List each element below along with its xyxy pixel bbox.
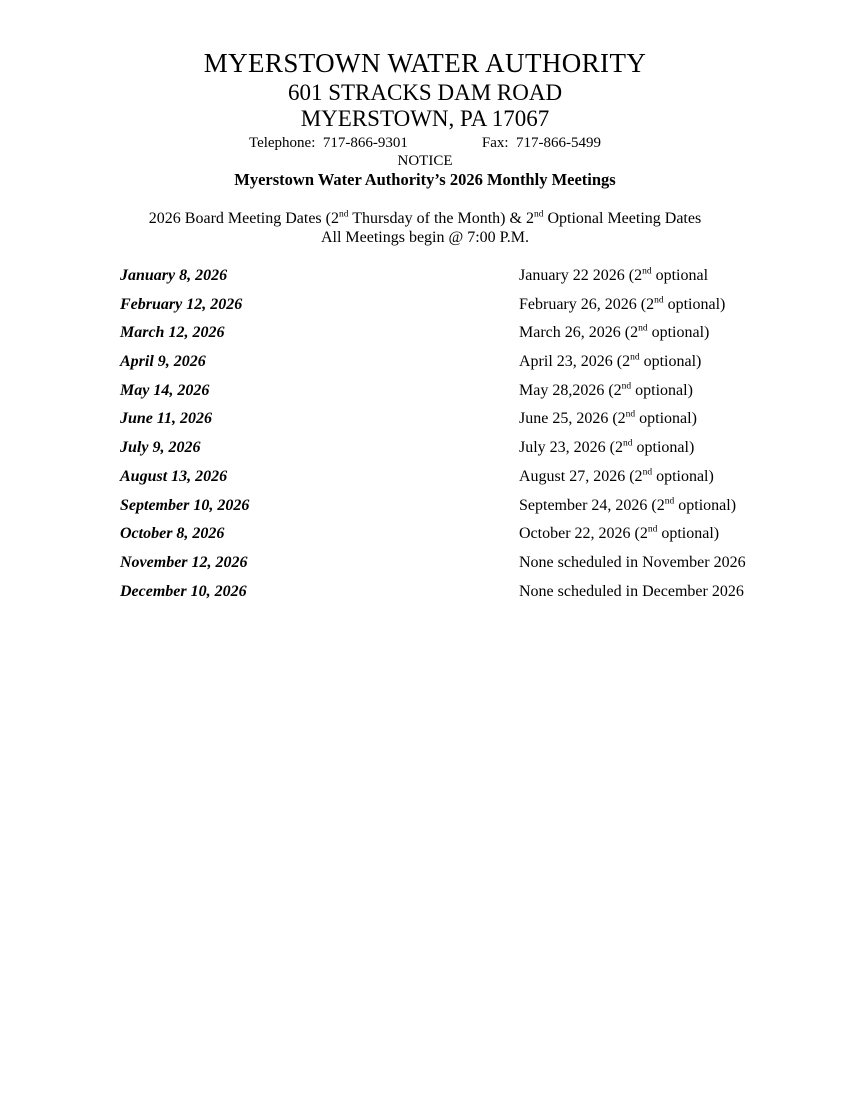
optional-text-part: optional) xyxy=(657,525,720,543)
optional-text-part: July 23, 2026 (2 xyxy=(519,439,623,457)
optional-text-part: October 22, 2026 (2 xyxy=(519,525,648,543)
meeting-row xyxy=(120,467,850,496)
optional-text-part: optional) xyxy=(647,324,710,342)
superscript-nd: nd xyxy=(625,410,636,421)
optional-meeting-date xyxy=(519,496,736,515)
board-meeting-date: March 12, 2026 xyxy=(120,324,225,342)
optional-meeting-date xyxy=(519,438,694,457)
board-meeting-date: August 13, 2026 xyxy=(120,467,228,485)
superscript-nd: nd xyxy=(664,496,675,507)
optional-meeting-date xyxy=(519,582,744,601)
optional-meeting-date xyxy=(519,295,725,314)
intro-text-part: Optional Meeting Dates xyxy=(543,210,702,227)
notice-label: NOTICE xyxy=(397,153,453,169)
meeting-row xyxy=(120,381,850,410)
board-meeting-date: May 14, 2026 xyxy=(120,381,210,399)
intro-line-1 xyxy=(0,209,850,228)
optional-text-part: optional) xyxy=(635,410,697,428)
address-line-2: MYERSTOWN, PA 17067 xyxy=(300,106,550,131)
meeting-schedule xyxy=(0,266,850,610)
superscript-nd: nd xyxy=(533,209,544,220)
fax-number: Fax: 717-866-5499 xyxy=(481,135,602,151)
meeting-row xyxy=(120,352,850,381)
optional-text-part: May 28,2026 (2 xyxy=(519,381,622,399)
superscript-nd: nd xyxy=(642,266,652,277)
optional-text-part: optional) xyxy=(674,496,737,514)
optional-text-part: optional xyxy=(651,267,709,284)
optional-text-part: January 22 2026 (2 xyxy=(519,267,643,284)
document-subtitle: Myerstown Water Authority’s 2026 Monthly Meetings xyxy=(234,170,616,189)
meeting-row xyxy=(120,409,850,438)
superscript-nd: nd xyxy=(621,381,632,392)
optional-meeting-date xyxy=(519,553,746,572)
telephone-number: Telephone: 717-866-9301 xyxy=(248,135,408,151)
optional-text-part: optional) xyxy=(632,439,695,457)
board-meeting-date: April 9, 2026 xyxy=(120,353,206,371)
optional-text-part: April 23, 2026 (2 xyxy=(519,353,631,371)
board-meeting-date: December 10, 2026 xyxy=(120,582,247,600)
superscript-nd: nd xyxy=(642,467,653,478)
meeting-row xyxy=(120,582,850,611)
intro-text-part: 2026 Board Meeting Dates (2 xyxy=(148,210,339,227)
meeting-row xyxy=(120,524,850,553)
document-header xyxy=(0,0,850,247)
contact-line xyxy=(0,134,850,153)
optional-meeting-date xyxy=(519,266,708,285)
optional-meeting-date xyxy=(519,524,719,543)
optional-text-part: June 25, 2026 (2 xyxy=(519,410,626,428)
superscript-nd: nd xyxy=(338,209,349,220)
optional-text-part: optional) xyxy=(631,381,693,399)
meeting-row xyxy=(120,295,850,324)
board-meeting-date: June 11, 2026 xyxy=(120,410,213,428)
optional-text-part: August 27, 2026 (2 xyxy=(519,467,643,485)
optional-text-part: None scheduled in November 2026 xyxy=(519,553,746,571)
optional-text-part: February 26, 2026 (2 xyxy=(519,295,655,313)
optional-meeting-date xyxy=(519,381,693,400)
optional-text-part: optional) xyxy=(639,353,702,371)
superscript-nd: nd xyxy=(647,524,658,535)
meeting-row xyxy=(120,438,850,467)
superscript-nd: nd xyxy=(623,438,633,449)
optional-text-part: optional) xyxy=(663,295,726,313)
optional-text-part: September 24, 2026 (2 xyxy=(519,496,665,514)
board-meeting-date: November 12, 2026 xyxy=(120,553,248,571)
optional-text-part: March 26, 2026 (2 xyxy=(519,324,639,342)
superscript-nd: nd xyxy=(654,295,664,306)
board-meeting-date: September 10, 2026 xyxy=(120,496,250,514)
meeting-row xyxy=(120,496,850,525)
meeting-row xyxy=(120,323,850,352)
page-title: MYERSTOWN WATER AUTHORITY xyxy=(203,48,647,78)
superscript-nd: nd xyxy=(630,352,640,363)
board-meeting-date: July 9, 2026 xyxy=(120,439,201,457)
meeting-row xyxy=(120,553,850,582)
meeting-row xyxy=(120,266,850,295)
optional-text-part: optional) xyxy=(652,467,714,485)
board-meeting-date: February 12, 2026 xyxy=(120,295,243,313)
optional-meeting-date xyxy=(519,409,697,428)
intro-text-part: Thursday of the Month) & 2 xyxy=(348,210,534,227)
optional-meeting-date xyxy=(519,323,709,342)
board-meeting-date: October 8, 2026 xyxy=(120,525,225,543)
board-meeting-date: January 8, 2026 xyxy=(120,267,228,284)
intro-line-2: All Meetings begin @ 7:00 P.M. xyxy=(320,229,530,246)
address-line-1: 601 STRACKS DAM ROAD xyxy=(287,80,563,105)
optional-text-part: None scheduled in December 2026 xyxy=(519,582,744,600)
optional-meeting-date xyxy=(519,352,701,371)
optional-meeting-date xyxy=(519,467,714,486)
superscript-nd: nd xyxy=(638,324,648,335)
